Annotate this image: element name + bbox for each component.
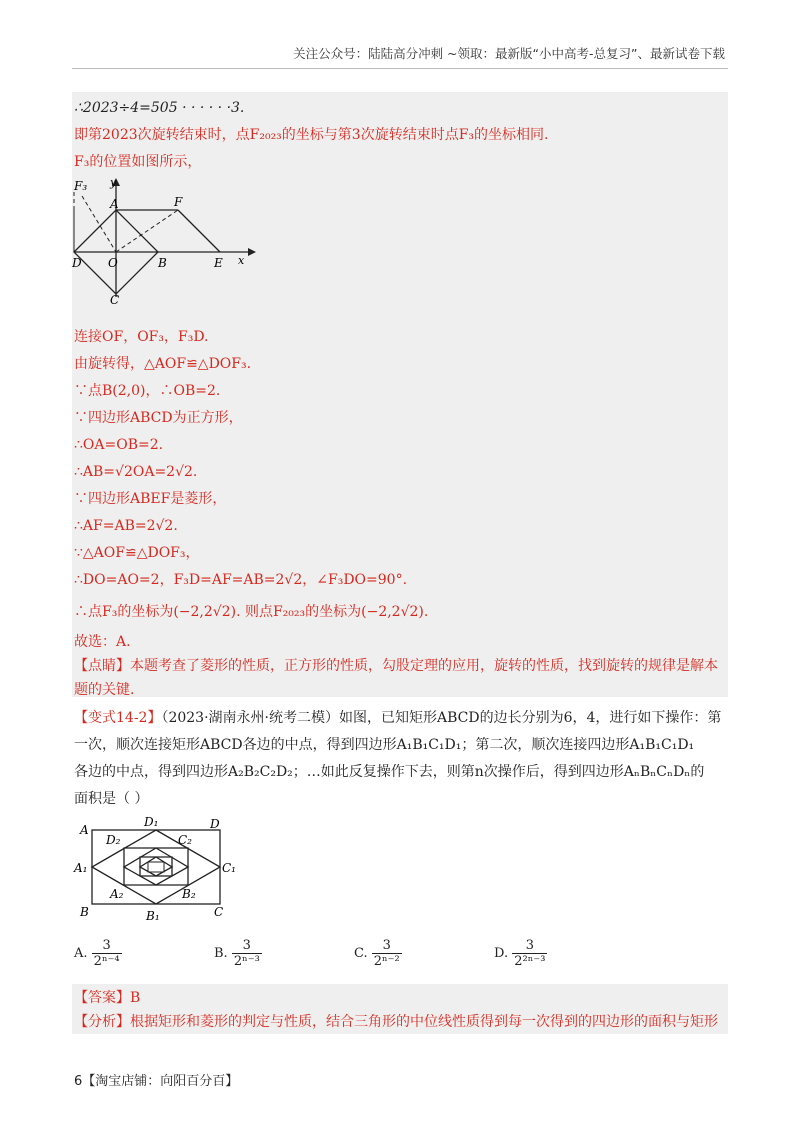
option-c-denominator: 2ⁿ⁻²: [373, 954, 400, 969]
solution-line-9: ∴AB=√2OA=2√2.: [74, 464, 198, 480]
problem-line-1: [74, 708, 721, 728]
label-y: y: [110, 176, 117, 189]
problem-tag: 【变式14-2】: [74, 710, 162, 726]
solution-line-7: ∵四边形ABCD为正方形，: [74, 410, 243, 426]
problem-line-3: 各边的中点，得到四边形A₂B₂C₂D₂；…如此反复操作下去，则第n次操作后，得到四边形AₙBₙCₙDₙ的: [74, 764, 705, 780]
solution-line-13: ∴DO=AO=2，F₃D=AF=AB=2√2，∠F₃DO=90°.: [74, 572, 408, 588]
label-D1: D₁: [144, 815, 159, 829]
option-a-numerator: 3: [92, 938, 122, 954]
solution-line-14: ∴点F₃的坐标为(−2,2√2). 则点F₂₀₂₃的坐标为(−2,2√2).: [74, 604, 429, 620]
label-F3: F₃: [74, 179, 88, 193]
option-c[interactable]: [354, 938, 402, 969]
answer-line: 【答案】B: [74, 990, 141, 1006]
solution-line-1: ∴2023÷4=505 · · · · · ·3.: [74, 100, 245, 116]
option-a[interactable]: [74, 938, 122, 969]
comment-line-2: 题的关键.: [74, 682, 135, 698]
option-d-numerator: 3: [512, 938, 547, 954]
label-A: A: [110, 197, 119, 211]
problem-line-2: 一次，顺次连接矩形ABCD各边的中点，得到四边形A₁B₁C₁D₁；第二次，顺次连接四边形A₁B₁C₁D₁: [74, 737, 695, 753]
problem-text-1: （2023·湖南永州·统考二模）如图，已知矩形ABCD的边长分别为6，4，进行如下操作：第: [161, 710, 722, 726]
option-c-letter: C.: [354, 946, 368, 961]
label-x: x: [238, 254, 245, 267]
option-b[interactable]: [214, 938, 262, 969]
label-A1: A₁: [74, 861, 88, 875]
comment-line-1: 【点睛】本题考查了菱形的性质，正方形的性质，勾股定理的应用，旋转的性质，找到旋转的规律是解本: [74, 658, 718, 674]
solution-line-3: F₃的位置如图所示，: [74, 154, 202, 170]
solution-line-10: ∵四边形ABEF是菱形，: [74, 491, 227, 507]
label-D: D: [72, 256, 82, 270]
label-C1: C₁: [222, 861, 236, 875]
nested-rectangle-figure: [70, 812, 250, 924]
solution-line-12: ∵△AOF≌△DOF₃，: [74, 545, 200, 561]
option-a-denominator: 2ⁿ⁻⁴: [93, 954, 120, 969]
option-c-numerator: 3: [372, 938, 402, 954]
option-b-fraction: [232, 938, 262, 969]
solution-line-4: 连接OF，OF₃，F₃D.: [74, 329, 209, 345]
label-O: O: [108, 256, 118, 270]
rotation-figure: [70, 172, 260, 312]
solution-line-2: 即第2023次旋转结束时，点F₂₀₂₃的坐标与第3次旋转结束时点F₃的坐标相同.: [74, 127, 549, 143]
label-C2: C₂: [178, 833, 192, 847]
label-C: C: [110, 293, 120, 307]
problem-line-4: 面积是（ ）: [74, 791, 149, 807]
option-d-denominator: 2²ⁿ⁻³: [514, 954, 546, 969]
label-C: C: [214, 905, 224, 919]
header-divider: [72, 68, 728, 69]
option-a-letter: A.: [74, 946, 88, 961]
option-d-fraction: [512, 938, 547, 969]
solution-line-6: ∵点B(2,0)，∴OB=2.: [74, 383, 221, 399]
label-D: D: [210, 817, 220, 831]
option-b-denominator: 2ⁿ⁻³: [233, 954, 260, 969]
label-F: F: [174, 195, 183, 209]
option-a-fraction: [92, 938, 122, 969]
label-D2: D₂: [106, 833, 121, 847]
option-c-fraction: [372, 938, 402, 969]
label-A2: A₂: [110, 887, 124, 901]
page-header: 关注公众号：陆陆高分冲刺 ~领取：最新版“小中高考-总复习”、最新试卷下载: [293, 46, 725, 61]
solution-line-15: 故选：A.: [74, 634, 131, 650]
label-E: E: [214, 256, 223, 270]
label-B: B: [80, 905, 89, 919]
solution-line-8: ∴OA=OB=2.: [74, 437, 164, 453]
label-B1: B₁: [146, 909, 160, 923]
label-A: A: [80, 823, 89, 837]
solution-line-11: ∴AF=AB=2√2.: [74, 518, 178, 534]
option-d[interactable]: [494, 938, 547, 969]
option-b-letter: B.: [214, 946, 228, 961]
option-b-numerator: 3: [232, 938, 262, 954]
solution-line-5: 由旋转得，△AOF≌△DOF₃.: [74, 356, 252, 372]
label-B2: B₂: [182, 887, 196, 901]
label-B: B: [158, 256, 167, 270]
option-d-letter: D.: [494, 946, 509, 961]
page-footer: 6【淘宝店铺：向阳百分百】: [74, 1074, 239, 1089]
analysis-line: 【分析】根据矩形和菱形的判定与性质，结合三角形的中位线性质得到每一次得到的四边形的面积与矩形: [74, 1014, 718, 1030]
